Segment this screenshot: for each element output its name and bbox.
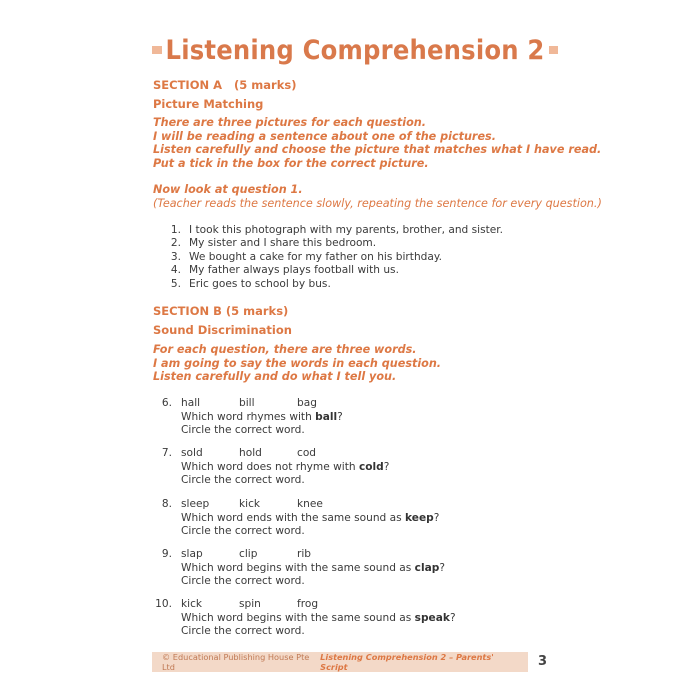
question-suffix: ? (337, 410, 343, 423)
page-footer (152, 652, 528, 672)
list-item (153, 278, 503, 291)
section-b-subheading: Sound Discrimination (153, 323, 292, 337)
list-item (153, 224, 503, 237)
footer-script-title: Listening Comprehension 2 – Parents' Script (320, 652, 494, 672)
question-prefix: Which word begins with the same sound as (181, 561, 415, 574)
question-number: 8. (161, 498, 172, 510)
question-10 (150, 598, 456, 639)
item-number: 5. (170, 277, 181, 290)
word-option: clip (239, 548, 258, 560)
title-bar-right (549, 46, 559, 54)
item-number: 3. (170, 250, 181, 263)
section-a-subheading: Picture Matching (153, 97, 264, 111)
instruction-line: I am going to say the words in each question. (153, 356, 442, 370)
instruction-line: Listen carefully and do what I tell you. (153, 370, 397, 383)
question-6 (150, 397, 355, 438)
question-text (150, 512, 439, 526)
word-option: bill (239, 397, 255, 409)
word-option: cod (297, 447, 317, 459)
copyright-text: © Educational Publishing House Pte Ltd (162, 652, 310, 672)
question-instruction: Circle the correct word. (181, 424, 305, 436)
question-text (150, 461, 389, 475)
question-suffix: ? (439, 561, 445, 574)
word-option: kick (239, 498, 261, 510)
question-suffix: ? (449, 611, 456, 624)
section-b-heading: SECTION B (5 marks) (153, 304, 289, 318)
word-option: bag (297, 397, 317, 409)
teacher-note: (Teacher reads the sentence slowly, repeating the sentence for every question.) (153, 197, 602, 210)
item-text: We bought a cake for my father on his birthday. (189, 250, 442, 263)
question-text (150, 562, 445, 576)
target-word: speak (414, 611, 450, 624)
title-bar-left (152, 46, 162, 54)
question-number: 7. (161, 447, 172, 459)
instruction-line: I will be reading a sentence about one of the pictures. (153, 129, 496, 143)
list-item (153, 251, 503, 264)
item-number: 1. (170, 224, 181, 236)
section-a-marks: (5 marks) (234, 78, 297, 92)
target-word: cold (358, 460, 384, 473)
section-a-label: SECTION A (153, 78, 223, 92)
section-a-heading (153, 78, 296, 92)
question-instruction: Circle the correct word. (181, 474, 305, 486)
question-prefix: Which word begins with the same sound as (181, 611, 415, 624)
section-a-instructions (153, 116, 601, 170)
section-a-items (153, 224, 503, 291)
word-option: knee (297, 498, 323, 510)
question-suffix: ? (383, 460, 390, 473)
page-number: 3 (538, 654, 548, 669)
question-7 (150, 447, 389, 488)
word-option: kick (181, 598, 203, 610)
question-instruction: Circle the correct word. (181, 575, 305, 587)
look-line (153, 183, 303, 197)
section-b-instructions (153, 343, 441, 384)
page-title: Listening Comprehension 2 (165, 34, 545, 66)
instruction-line: Listen carefully and choose the picture that matches what I have read. (153, 143, 602, 156)
word-option: sold (181, 447, 203, 459)
item-number: 4. (170, 264, 181, 277)
question-number: 6. (161, 397, 172, 409)
question-text (150, 612, 456, 626)
item-text: I took this photograph with my parents, brother, and sister. (189, 224, 504, 236)
question-number: 9. (161, 548, 172, 560)
item-text: My father always plays football with us. (189, 264, 399, 277)
question-suffix: ? (433, 511, 440, 524)
word-option: slap (181, 548, 203, 560)
list-item (153, 264, 503, 277)
question-prefix: Which word does not rhyme with (181, 460, 359, 473)
instruction-line: There are three pictures for each question. (153, 116, 426, 129)
item-text: My sister and I share this bedroom. (189, 237, 377, 250)
question-number: 10. (155, 598, 172, 610)
word-option: frog (297, 598, 319, 610)
look-line-text: Now look at question 1. (153, 183, 303, 196)
instruction-line: Put a tick in the box for the correct picture. (153, 156, 429, 170)
question-prefix: Which word ends with the same sound as (181, 511, 405, 524)
question-8 (150, 498, 439, 539)
target-word: keep (405, 511, 434, 524)
word-option: sleep (181, 498, 210, 510)
question-prefix: Which word rhymes with (181, 410, 316, 423)
question-instruction: Circle the correct word. (181, 525, 305, 537)
item-number: 2. (170, 237, 181, 250)
instruction-line: For each question, there are three words. (153, 343, 417, 356)
item-text: Eric goes to school by bus. (189, 277, 331, 290)
word-option: rib (297, 548, 312, 560)
question-text (150, 411, 355, 425)
target-word: ball (315, 410, 338, 423)
title-row (152, 30, 558, 70)
target-word: clap (414, 561, 440, 574)
word-option: hall (181, 397, 201, 409)
list-item (153, 237, 503, 250)
word-option: hold (239, 447, 262, 459)
question-instruction: Circle the correct word. (181, 625, 305, 637)
word-option: spin (239, 598, 261, 610)
question-9 (150, 548, 445, 589)
